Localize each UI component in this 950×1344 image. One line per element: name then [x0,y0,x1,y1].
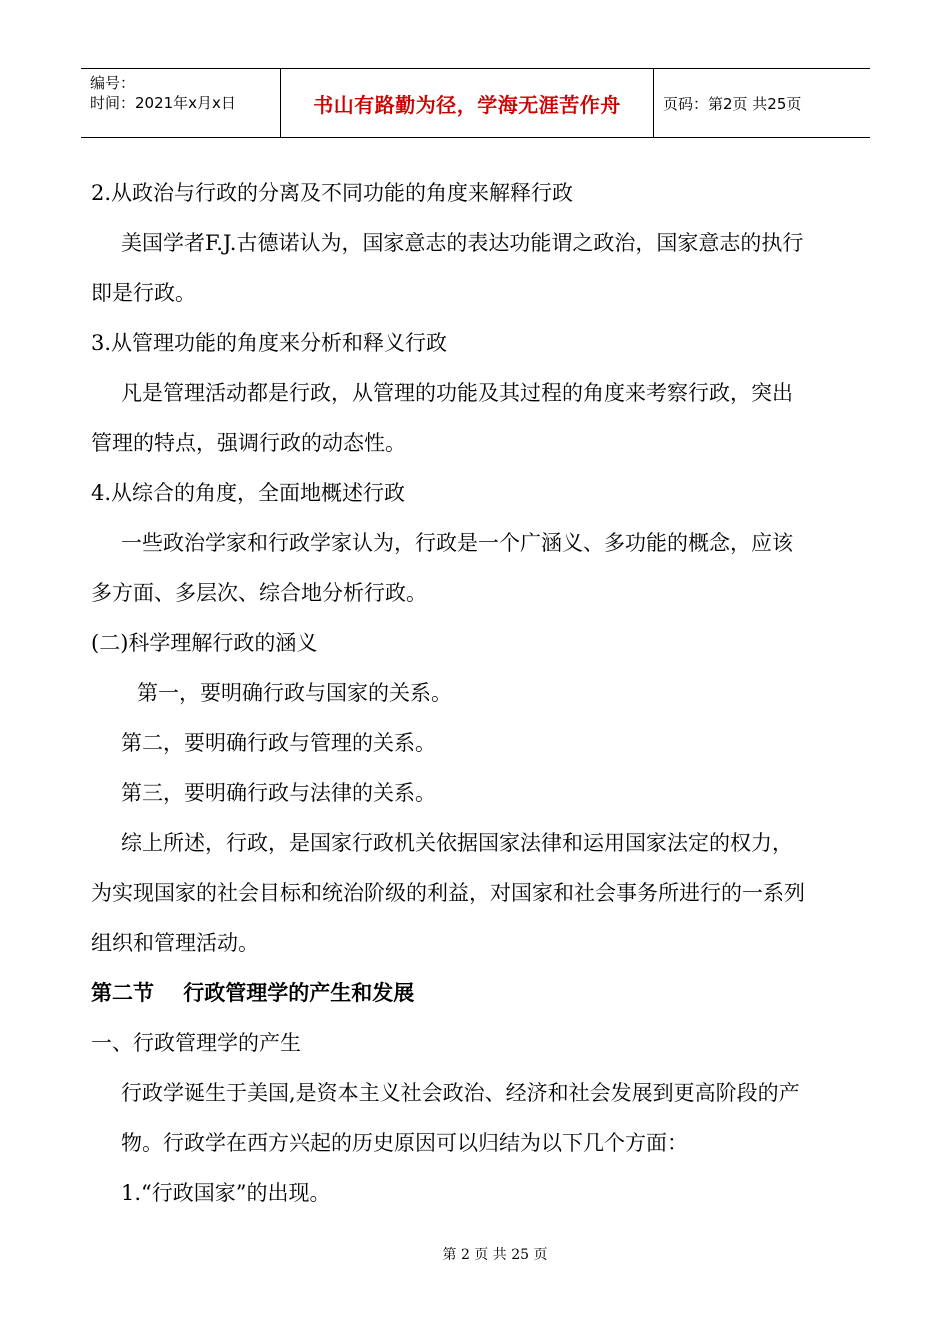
page-footer: 第 2 页 共 25 页 [442,1247,548,1263]
list-item: 第三，要明确行政与法律的关系。 [121,781,436,805]
paragraph-line: 综上所述，行政，是国家行政机关依据国家法律和运用国家法定的权力， [121,831,793,855]
list-item: 第一，要明确行政与国家的关系。 [137,681,452,705]
section-subheading: 一、行政管理学的产生 [91,1031,301,1055]
header-motto: 书山有路勤为径，学海无涯苦作舟 [281,69,654,137]
time-label: 时间：2021年x月x日 [90,94,236,112]
document-body [91,168,871,1218]
list-item: 1.“行政国家”的出现。 [121,1181,331,1205]
paragraph-line: 行政学诞生于美国,是资本主义社会政治、经济和社会发展到更高阶段的产 [121,1081,800,1105]
paragraph-line: 一些政治学家和行政学家认为，行政是一个广涵义、多功能的概念，应该 [121,531,793,555]
paragraph-line: 多方面、多层次、综合地分析行政。 [91,581,427,605]
paragraph-heading-2: 2.从政治与行政的分离及不同功能的角度来解释行政 [91,181,574,205]
paragraph-line: 物。行政学在西方兴起的历史原因可以归结为以下几个方面： [121,1131,688,1155]
header-left-cell [81,69,281,137]
list-item: 第二，要明确行政与管理的关系。 [121,731,436,755]
section-subheading: (二)科学理解行政的涵义 [91,631,318,655]
paragraph-line: 凡是管理活动都是行政，从管理的功能及其过程的角度来考察行政，突出 [121,381,793,405]
paragraph-line: 美国学者F.J.古德诺认为，国家意志的表达功能谓之政治，国家意志的执行 [121,231,804,255]
section-heading: 第二节 行政管理学的产生和发展 [91,980,415,1005]
number-label: 编号： [90,74,136,92]
header-page-info: 页码：第2页 共25页 [663,94,802,113]
paragraph-line: 组织和管理活动。 [91,931,259,955]
paragraph-line: 为实现国家的社会目标和统治阶级的利益，对国家和社会事务所进行的一系列 [91,881,805,905]
paragraph-line: 管理的特点，强调行政的动态性。 [91,431,406,455]
page-header [81,68,870,138]
paragraph-line: 即是行政。 [91,281,196,305]
paragraph-heading-3: 3.从管理功能的角度来分析和释义行政 [91,331,448,355]
paragraph-heading-4: 4.从综合的角度，全面地概述行政 [91,481,406,505]
